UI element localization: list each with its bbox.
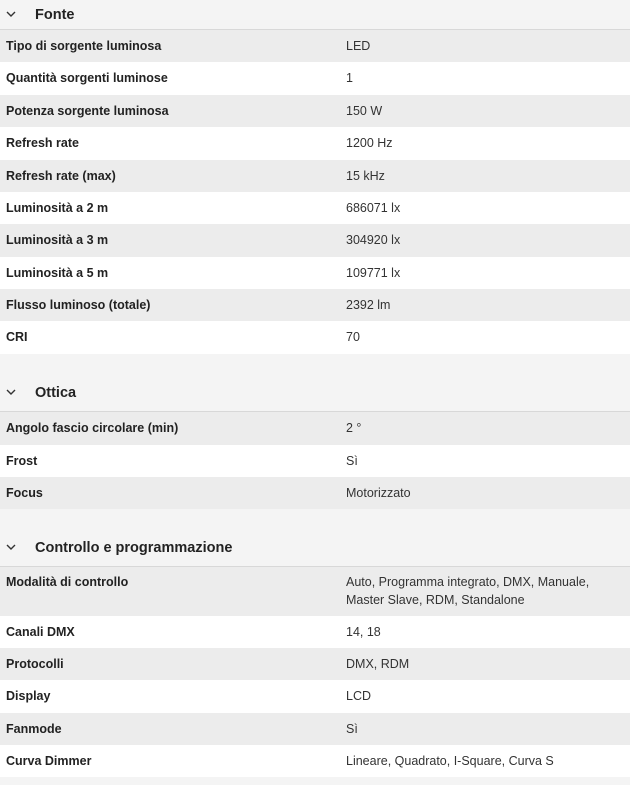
spec-row: [0, 30, 630, 62]
spec-label: Potenza sorgente luminosa: [6, 104, 169, 118]
chevron-down-icon: [5, 9, 17, 21]
section-title: Fonte: [35, 6, 75, 23]
spec-label: Protocolli: [6, 657, 64, 671]
spec-label: Frost: [6, 454, 38, 468]
spec-label: Modalità di controllo: [6, 575, 129, 589]
spec-label: Luminosità a 2 m: [6, 201, 109, 215]
spec-row: [0, 127, 630, 160]
spec-label: Display: [6, 689, 51, 703]
spec-value: LED: [346, 39, 371, 53]
chevron-down-icon: [5, 542, 17, 554]
spec-value: 1: [346, 71, 353, 85]
section-title: Controllo e programmazione: [35, 539, 233, 556]
spec-value: Sì: [346, 722, 358, 736]
section-spacer: [0, 509, 630, 529]
spec-label: Refresh rate: [6, 136, 79, 150]
spec-label: Tipo di sorgente luminosa: [6, 39, 162, 53]
spec-row: [0, 745, 630, 777]
spec-label: Angolo fascio circolare (min): [6, 421, 179, 435]
spec-table-ottica: [0, 412, 630, 509]
spec-row: [0, 95, 630, 127]
spec-value: 304920 lx: [346, 233, 401, 247]
section-header-ottica[interactable]: [0, 374, 630, 412]
spec-label: Quantità sorgenti luminose: [6, 71, 168, 85]
spec-value: 14, 18: [346, 625, 381, 639]
spec-value: 150 W: [346, 104, 383, 118]
spec-value: Lineare, Quadrato, I-Square, Curva S: [346, 754, 554, 768]
spec-row: [0, 648, 630, 680]
spec-row: [0, 412, 630, 445]
spec-row: [0, 192, 630, 224]
section-header-controllo[interactable]: [0, 529, 630, 567]
spec-row: [0, 477, 630, 509]
spec-label: Refresh rate (max): [6, 169, 116, 183]
spec-value: 15 kHz: [346, 169, 385, 183]
spec-row: [0, 62, 630, 95]
spec-row: [0, 289, 630, 321]
spec-row: [0, 257, 630, 289]
spec-value: 70: [346, 330, 360, 344]
spec-row: [0, 680, 630, 713]
spec-row: [0, 224, 630, 257]
spec-row: [0, 616, 630, 648]
spec-value: 2392 lm: [346, 298, 391, 312]
section-spacer: [0, 354, 630, 374]
spec-value: 1200 Hz: [346, 136, 393, 150]
spec-table-controllo: [0, 567, 630, 777]
spec-table-fonte: [0, 30, 630, 354]
spec-row: [0, 321, 630, 354]
spec-label: Fanmode: [6, 722, 62, 736]
chevron-down-icon: [5, 387, 17, 399]
spec-label: CRI: [6, 330, 28, 344]
spec-label: Luminosità a 3 m: [6, 233, 109, 247]
spec-row: [0, 567, 630, 616]
spec-value: LCD: [346, 689, 372, 703]
spec-label: Canali DMX: [6, 625, 75, 639]
section-title: Ottica: [35, 384, 77, 401]
spec-value: Motorizzato: [346, 486, 411, 500]
spec-value: 686071 lx: [346, 201, 401, 215]
spec-row: [0, 445, 630, 477]
spec-row: [0, 160, 630, 192]
spec-value: DMX, RDM: [346, 657, 410, 671]
section-header-fonte[interactable]: [0, 0, 630, 30]
spec-value: 109771 lx: [346, 266, 401, 280]
spec-label: Luminosità a 5 m: [6, 266, 109, 280]
spec-label: Focus: [6, 486, 43, 500]
spec-label: Curva Dimmer: [6, 754, 92, 768]
spec-value: 2 °: [346, 421, 362, 435]
spec-row: [0, 713, 630, 745]
spec-value: Sì: [346, 454, 358, 468]
spec-value: Auto, Programma integrato, DMX, Manuale, Master Slave, RDM, Standalone: [346, 575, 590, 607]
spec-label: Flusso luminoso (totale): [6, 298, 151, 312]
